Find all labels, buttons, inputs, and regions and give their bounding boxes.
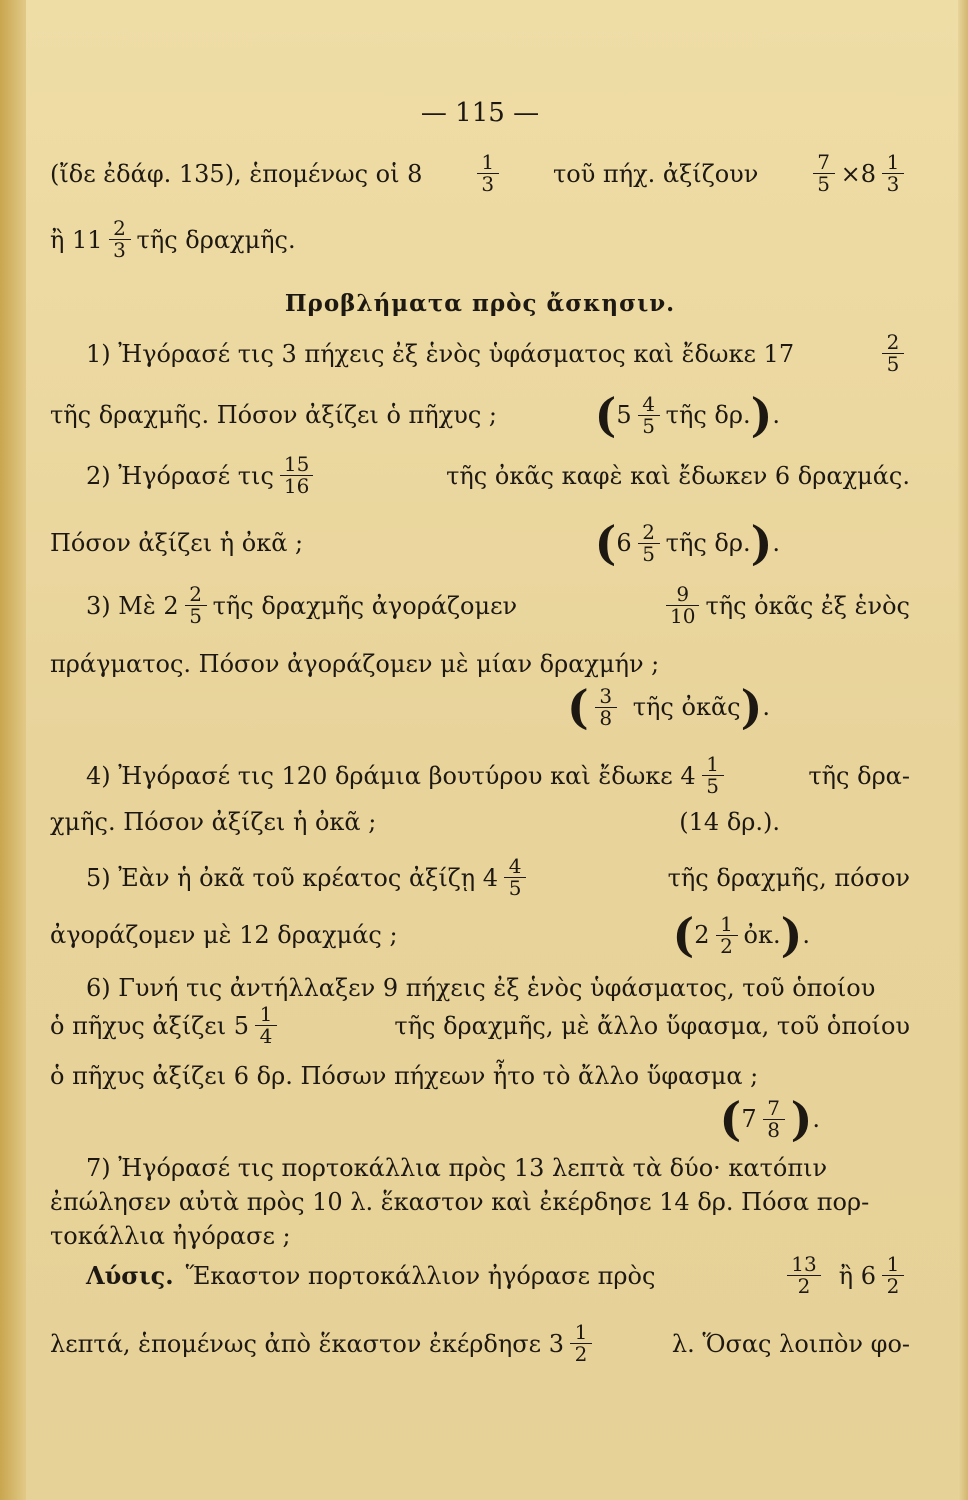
solution-line-1 — [50, 1254, 910, 1297]
paren-open: ( — [719, 1092, 742, 1146]
text-span: τῆς δρ. — [665, 529, 751, 557]
fraction — [882, 152, 904, 195]
numerator: 7 — [767, 1095, 780, 1120]
numerator: 1 — [886, 150, 900, 174]
text-span: τῆς δραχμῆς, μὲ ἄλλο ὕφασμα, τοῦ ὁποίου — [394, 1011, 910, 1040]
text-span: ×8 — [840, 159, 876, 188]
fraction — [255, 1004, 277, 1047]
solution-label: Λύσις. — [86, 1260, 174, 1290]
problem-3-answer-line — [50, 680, 910, 734]
numerator: 2 — [189, 582, 202, 606]
text-span: λεπτά, ἑπομένως ἀπὸ ἕκαστον ἐκέρδησε 3 — [50, 1329, 564, 1358]
paren-open: ( — [672, 908, 695, 962]
numerator: 7 — [817, 150, 830, 174]
numerator: 1 — [720, 911, 733, 936]
denominator: 5 — [189, 604, 202, 628]
section-title: Προβλήματα πρὸς ἄσκησιν. — [284, 290, 676, 317]
denominator: 3 — [481, 172, 495, 196]
text-span: τῆς δραχμῆς, πόσον — [667, 863, 910, 892]
problem-3-line-2: πράγματος. Πόσον ἀγοράζομεν μὲ μίαν δραχμήν ; — [50, 650, 660, 678]
numerator: 9 — [676, 582, 690, 606]
problem-6-line-1: 6) Γυνή τις ἀντήλλαξεν 9 πήχεις ἐξ ἑνὸς ὑφάσματος, τοῦ ὁποίου — [86, 974, 876, 1002]
problem-6-answer-line — [50, 1092, 910, 1146]
paren-close: ) — [740, 680, 763, 734]
answer: ( 6 $\frac{2}{5}$ τῆς δρ. ) . — [594, 516, 780, 570]
fraction — [280, 454, 313, 497]
fraction — [185, 584, 207, 627]
paren-open: ( — [594, 388, 617, 442]
text-span: τοῦ πήχ. ἀξίζουν — [552, 159, 759, 188]
answer: (14 δρ.). — [679, 808, 780, 836]
problem-2-line-2 — [50, 516, 910, 570]
numerator: 2 — [886, 330, 900, 354]
fraction — [595, 683, 617, 730]
text-span: ὁ πῆχυς ἀξίζει 5 — [50, 1011, 250, 1040]
text-span: 2) Ἠγόρασέ τις — [86, 461, 274, 490]
text-span: τῆς δρ. — [665, 401, 751, 429]
text-line-1 — [50, 152, 910, 195]
problem-6-line-2 — [50, 1004, 910, 1047]
problem-2-line-1 — [50, 454, 910, 497]
denominator: 5 — [508, 876, 522, 900]
numerator: 3 — [599, 683, 613, 708]
problem-5-line-2 — [50, 908, 910, 962]
problem-4-line-1 — [50, 754, 910, 797]
paren-close: ) — [750, 388, 773, 442]
text-span: ἢ 6 — [838, 1261, 876, 1290]
text-span: τῆς δραχμῆς. — [136, 225, 296, 254]
denominator: 5 — [706, 774, 719, 798]
fraction — [813, 152, 835, 195]
numerator: 1 — [706, 752, 719, 776]
numerator: 2 — [642, 519, 656, 544]
numerator: 1 — [574, 1320, 588, 1344]
denominator: 4 — [259, 1024, 273, 1048]
text-span: (ἴδε ἐδάφ. 135), ἑπομένως οἱ 8 — [50, 159, 423, 188]
text-span: τῆς ὀκᾶς ἐξ ἑνὸς — [705, 591, 910, 620]
denominator: 5 — [642, 541, 656, 566]
fraction — [504, 856, 526, 899]
text-span: 1) Ἠγόρασέ τις 3 πήχεις ἐξ ἑνὸς ὑφάσματος καὶ ἔδωκε 17 — [86, 339, 795, 368]
problem-1-line-1 — [50, 332, 910, 375]
numerator: 1 — [481, 150, 495, 174]
problem-4-line-2 — [50, 810, 910, 834]
denominator: 2 — [886, 1274, 900, 1298]
text-span: 3) Μὲ 2 — [86, 591, 179, 620]
text-span: λ. Ὅσας λοιπὸν φο- — [671, 1329, 910, 1358]
text-span: τῆς ὀκᾶς — [632, 693, 741, 721]
text-span: ἢ 11 — [50, 225, 103, 254]
numerator: 4 — [508, 854, 522, 878]
denominator: 16 — [283, 474, 310, 498]
fraction — [787, 1254, 820, 1297]
answer: ( 5 $\frac{4}{5}$ τῆς δρ. ) . — [594, 388, 780, 442]
paren-open: ( — [567, 680, 589, 734]
paren-open: ( — [594, 516, 617, 570]
fraction — [477, 152, 499, 195]
problem-7-line-3: τοκάλλια ἠγόρασε ; — [50, 1222, 291, 1250]
page-edge-right — [958, 0, 968, 1500]
paren-close: ) — [790, 1092, 813, 1146]
problem-3-line-1 — [50, 584, 910, 627]
numerator: 13 — [791, 1252, 817, 1276]
text-span: τῆς δραχμῆς. Πόσον ἀξίζει ὁ πῆχυς ; — [50, 401, 497, 429]
text-span: τῆς δραχμῆς ἀγοράζομεν — [212, 591, 518, 620]
denominator: 10 — [670, 604, 696, 628]
fraction — [570, 1322, 592, 1365]
text-span: χμῆς. Πόσον ἀξίζει ἡ ὀκᾶ ; — [50, 808, 377, 836]
denominator: 8 — [599, 705, 613, 730]
page-edge-left — [0, 0, 26, 1500]
problem-5-line-1 — [50, 856, 910, 899]
text-span: 4) Ἠγόρασέ τις 120 δράμια βουτύρου καὶ ἔδωκε 4 — [86, 761, 696, 790]
page-number: — 115 — — [420, 98, 540, 128]
problem-7-line-1: 7) Ἠγόρασέ τις πορτοκάλλια πρὸς 13 λεπτὰ τὰ δύο· κατόπιν — [86, 1154, 828, 1182]
text-span: Ἕκαστον πορτοκάλλιον ἠγόρασε πρὸς — [185, 1261, 656, 1290]
denominator: 2 — [797, 1274, 811, 1298]
denominator: 2 — [720, 933, 733, 958]
fraction — [882, 332, 904, 375]
text-span: 7 — [741, 1105, 757, 1133]
text-line-2 — [50, 218, 910, 261]
text-span: τῆς δρα- — [808, 761, 910, 790]
paren-close: ) — [750, 516, 773, 570]
text-span: 2 — [694, 921, 710, 949]
paren-close: ) — [780, 908, 803, 962]
denominator: 2 — [574, 1342, 588, 1366]
text-span: Πόσον ἀξίζει ἡ ὀκᾶ ; — [50, 529, 304, 557]
fraction — [638, 391, 660, 438]
denominator: 3 — [113, 238, 126, 262]
numerator: 2 — [113, 216, 126, 240]
denominator: 3 — [886, 172, 900, 196]
denominator: 5 — [642, 413, 656, 438]
fraction — [882, 1254, 904, 1297]
text-span: 5) Ἐὰν ἡ ὀκᾶ τοῦ κρέατος ἀξίζῃ 4 — [86, 863, 499, 892]
denominator: 5 — [886, 352, 900, 376]
numerator: 4 — [642, 391, 656, 416]
problem-6-line-3: ὁ πῆχυς ἀξίζει 6 δρ. Πόσων πήχεων ἦτο τὸ ἄλλο ὕφασμα ; — [50, 1062, 759, 1090]
numerator: 1 — [886, 1252, 900, 1276]
denominator: 5 — [817, 172, 830, 196]
fraction — [763, 1095, 785, 1142]
problem-1-line-2 — [50, 388, 910, 442]
answer: ( 7 $\frac{7}{8}$ ) . — [719, 1092, 820, 1146]
denominator: 8 — [767, 1117, 780, 1142]
fraction — [716, 911, 738, 958]
numerator: 15 — [283, 452, 310, 476]
fraction — [638, 519, 660, 566]
answer: ( $\frac{3}{8}$ τῆς ὀκᾶς ) . — [567, 680, 770, 734]
text-span: τῆς ὀκᾶς καφὲ καὶ ἔδωκεν 6 δραχμάς. — [446, 461, 910, 490]
numerator: 1 — [259, 1002, 273, 1026]
solution-line-2 — [50, 1322, 910, 1365]
text-span: ἀγοράζομεν μὲ 12 δραχμάς ; — [50, 921, 398, 949]
fraction — [109, 218, 131, 261]
text-span: 5 — [616, 401, 632, 429]
fraction — [702, 754, 724, 797]
text-span: ὀκ. — [743, 921, 781, 949]
fraction — [666, 584, 699, 627]
answer: ( 2 $\frac{1}{2}$ ὀκ. ) . — [672, 908, 810, 962]
problem-7-line-2: ἐπώλησεν αὐτὰ πρὸς 10 λ. ἕκαστον καὶ ἐκέρδησε 14 δρ. Πόσα πορ- — [50, 1188, 870, 1216]
text-span: 6 — [616, 529, 632, 557]
